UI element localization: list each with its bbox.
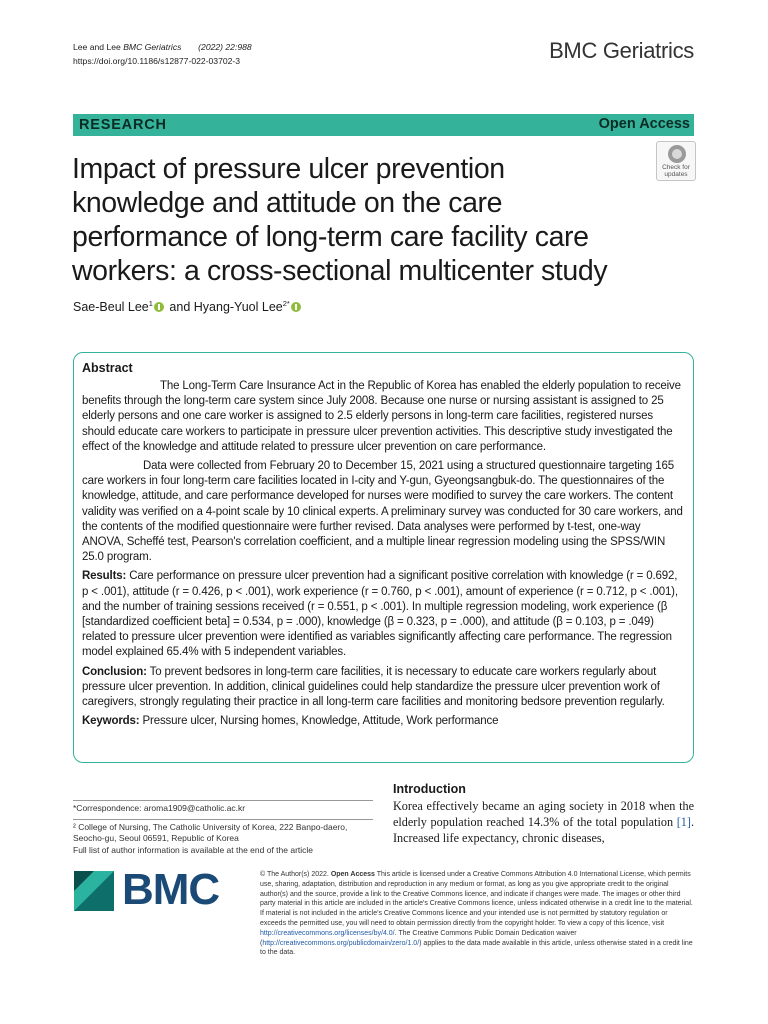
abstract-results bbox=[82, 569, 684, 660]
abstract-background bbox=[82, 379, 684, 455]
crossmark-icon bbox=[668, 145, 686, 163]
bmc-logo bbox=[74, 865, 220, 914]
conclusion-label: Conclusion: bbox=[82, 665, 147, 678]
intro-text-part-2: . Increased life expectancy, chronic diseases, bbox=[393, 815, 694, 845]
footnote-divider bbox=[73, 819, 373, 820]
abstract-box bbox=[73, 352, 694, 763]
keywords-label: Keywords: bbox=[82, 715, 140, 728]
keywords-text: Pressure ulcer, Nursing homes, Knowledge, Attitude, Work performance bbox=[142, 715, 499, 728]
abstract-results-text: Care performance on pressure ulcer prevention had a significant positive correlation with knowledge (r = 0.692, p < .001), attitude (r = 0.426, p < .001), work experience (r = 0.760, p < .001), amount of experience (r = 0.712, p < .001), and the number of training sessions received (r = 0.551, p < .001). In multiple regression modeling, work experience (β [standardized coefficient beta] = 0.534, p = .000), knowledge (β = 0.323, p = .000), and attitude (β = 0.103, p = .049) related to pressure ulcer prevention were identified as variables significantly affecting care performance. The regression model explained 65.4% with 5 independent variables. bbox=[82, 570, 678, 659]
check-for-updates-button[interactable] bbox=[656, 141, 696, 181]
citation-authors: Lee and Lee bbox=[73, 42, 121, 52]
abstract-conclusion-text: To prevent bedsores in long-term care facilities, it is necessary to educate care workers regularly about pressure ulcer prevention. In addition, clinical guidelines could help standardize the pressure ulcer prevention work of caregivers, strongly regulating their practice in all long-term care facilities and monitoring bedsore prevention regularly. bbox=[82, 665, 665, 709]
license-text-1: This article is licensed under a Creative Commons Attribution 4.0 International License, which permits use, sharing, adaptation, distribution and reproduction in any medium or format, as long as you give appropriate credit to the original author(s) and the source, provide a link to the Creative Commons licence, and indicate if changes were made. The images or other third party material in this article are included in the article's Creative Commons licence, unless indicated otherwise in a credit line to the material. If material is not included in the article's Creative Commons licence and your intended use is not permitted by statutory regulation or exceeds the permitted use, you will need to obtain permission directly from the copyright holder. To view a copy of this licence, visit bbox=[260, 871, 693, 927]
citation-link[interactable]: [1] bbox=[676, 815, 691, 829]
citation-volume: (2022) 22:988 bbox=[198, 42, 252, 52]
results-label: Results: bbox=[82, 570, 127, 583]
introduction-heading: Introduction bbox=[393, 782, 466, 796]
citation-header bbox=[73, 40, 252, 68]
author-2-name[interactable]: Hyang-Yuol Lee bbox=[193, 300, 283, 314]
bmc-logo-mark bbox=[74, 871, 114, 911]
orcid-icon[interactable] bbox=[291, 302, 301, 312]
section-label: RESEARCH bbox=[79, 117, 167, 133]
license-link[interactable]: http://creativecommons.org/licenses/by/4.0/ bbox=[260, 929, 395, 937]
license-text-3: ) applies to the data made available in this article, unless otherwise stated in a credit line to the data. bbox=[260, 939, 693, 957]
citation-journal: BMC Geriatrics bbox=[123, 42, 182, 52]
section-banner bbox=[73, 114, 694, 136]
open-access-label: Open Access bbox=[598, 116, 690, 132]
abstract-heading: Abstract bbox=[82, 361, 133, 375]
license-open-access: Open Access bbox=[330, 871, 375, 878]
intro-text-part-1: Korea effectively became an aging society in 2018 when the elderly population reached 14.3% of the total population bbox=[393, 799, 694, 829]
correspondence-note: *Correspondence: aroma1909@catholic.ac.kr bbox=[73, 803, 246, 813]
author-1-name[interactable]: Sae-Beul Lee bbox=[73, 300, 149, 314]
abstract-conclusion bbox=[82, 665, 684, 711]
full-list-note: Full list of author information is available at the end of the article bbox=[73, 844, 314, 855]
abstract-methods-text: Data were collected from February 20 to December 15, 2021 using a structured questionnaire targeting 165 care workers in four long-term care facilities located in I-city and Y-gun, Gyeongsangbuk-do. The questionnaires of the knowledge, attitude, and care performance developed for nurses were modified to survey the care workers. The content validity was verified on a 4-point scale by 10 clinical experts. A preliminary survey was conducted for 30 care workers, and the contents of the modified questionnaire were further revised. Data analyses were performed by t-test, one-way ANOVA, Scheffé test, Pearson's correlation coefficient, and a multiple linear regression modeling using the SPSS/WIN 25.0 program. bbox=[82, 460, 683, 564]
author-connector: and bbox=[169, 300, 191, 314]
public-domain-link[interactable]: http://creativecommons.org/publicdomain/zero/1.0/ bbox=[262, 939, 420, 947]
license-text-2: . The Creative Commons Public Domain Dedication waiver ( bbox=[260, 929, 577, 947]
orcid-icon[interactable] bbox=[154, 302, 164, 312]
footnotes bbox=[73, 800, 373, 856]
doi-link[interactable]: https://doi.org/10.1186/s12877-022-03702-3 bbox=[73, 56, 241, 66]
author-2-affiliation: 2* bbox=[282, 299, 290, 308]
copyright-text: © The Author(s) 2022. bbox=[260, 871, 329, 878]
bmc-logo-text: BMC bbox=[122, 865, 220, 914]
journal-name: BMC Geriatrics bbox=[549, 38, 694, 63]
introduction-text bbox=[393, 798, 694, 846]
footnote-divider bbox=[73, 800, 373, 801]
author-1-affiliation: 1 bbox=[148, 299, 153, 308]
abstract-methods bbox=[82, 459, 684, 565]
abstract-keywords bbox=[82, 714, 684, 729]
article-title: Impact of pressure ulcer prevention knowledge and attitude on the care performance of long-term care facility care workers: a cross-sectional multicenter study bbox=[72, 153, 608, 287]
affiliation-note: ² College of Nursing, The Catholic University of Korea, 222 Banpo-daero, Seocho-gu, Seoul 06591, Republic of Korea bbox=[73, 821, 348, 843]
abstract-background-text: The Long-Term Care Insurance Act in the Republic of Korea has enabled the elderly population to receive benefits through the long-term care system since July 2008. Because one nurse or nursing assistant is assigned to 25 elderly persons and one care worker is assigned to 2.5 elderly persons in long-term care facilities, registered nurses should educate care workers to participate in pressure ulcer prevention activities. This descriptive study investigated the effect of the knowledge and attitude related to pressure ulcer prevention on care performance. bbox=[82, 380, 681, 453]
license-statement bbox=[260, 870, 695, 958]
author-list bbox=[73, 299, 303, 314]
crossmark-label: Check for updates bbox=[662, 164, 690, 178]
